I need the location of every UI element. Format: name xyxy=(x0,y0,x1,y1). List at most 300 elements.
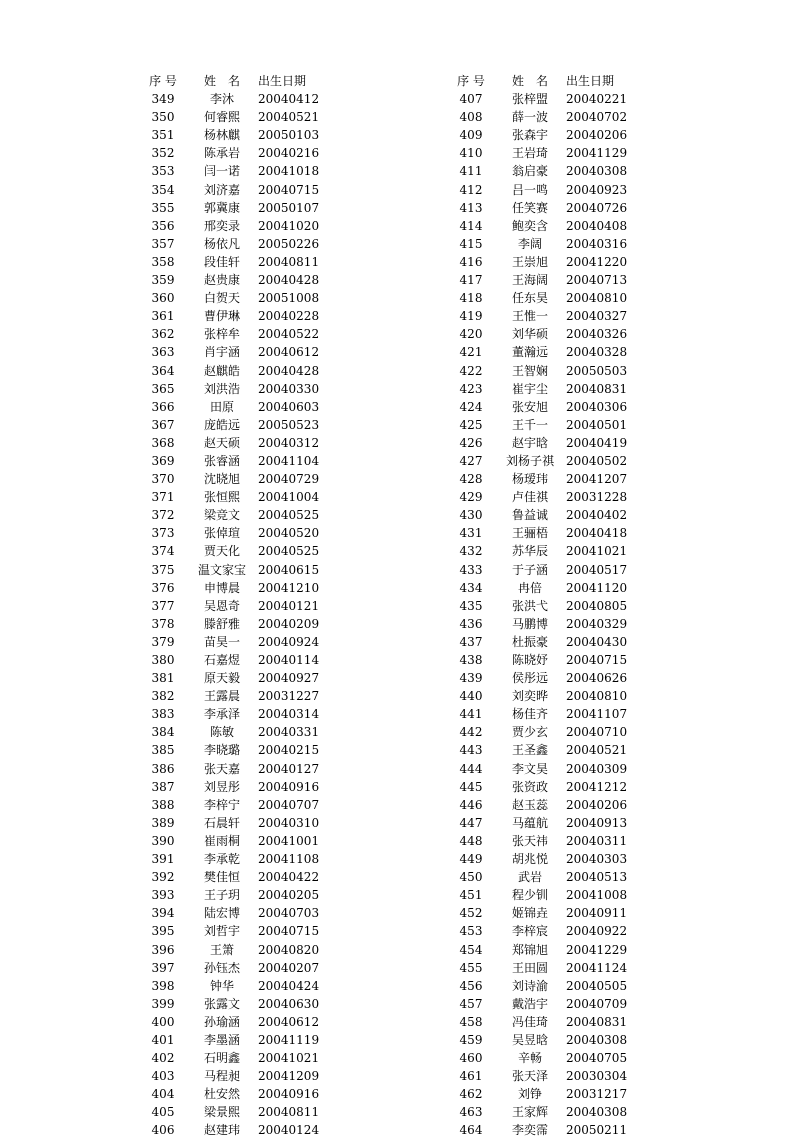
table-row xyxy=(138,271,338,289)
birthdate-cell: 20040316 xyxy=(566,236,628,251)
serial-number-cell: 402 xyxy=(151,1051,175,1066)
birthdate-cell: 20040330 xyxy=(258,381,320,396)
table-row xyxy=(446,1031,646,1049)
table-row xyxy=(138,162,338,180)
serial-number-cell: 407 xyxy=(459,92,483,107)
birthdate-cell: 20040913 xyxy=(566,815,628,830)
roster-table-left xyxy=(138,72,338,1140)
serial-number-cell: 423 xyxy=(459,381,483,396)
serial-number-cell: 463 xyxy=(459,1105,483,1120)
table-row xyxy=(446,1103,646,1121)
student-name-cell: 王崇旭 xyxy=(511,254,548,269)
student-name-cell: 马鹏博 xyxy=(511,616,548,631)
student-name-cell: 王露晨 xyxy=(203,689,240,704)
serial-number-cell: 452 xyxy=(459,906,483,921)
student-name-cell: 李阔 xyxy=(517,236,542,251)
birthdate-cell: 20040831 xyxy=(566,1014,628,1029)
student-name-cell: 刘铮 xyxy=(517,1087,542,1102)
table-row xyxy=(138,325,338,343)
table-row xyxy=(446,90,646,108)
birthdate-cell: 20040209 xyxy=(258,616,320,631)
serial-number-cell: 404 xyxy=(151,1087,175,1102)
serial-number-cell: 454 xyxy=(459,942,483,957)
serial-number-cell: 447 xyxy=(459,815,483,830)
serial-number-cell: 391 xyxy=(151,852,175,867)
serial-number-cell: 425 xyxy=(459,417,483,432)
serial-number-cell: 377 xyxy=(151,598,175,613)
serial-number-cell: 356 xyxy=(151,218,175,233)
serial-number-cell: 437 xyxy=(459,634,483,649)
table-row xyxy=(138,832,338,850)
table-row xyxy=(138,542,338,560)
table-row xyxy=(138,597,338,615)
table-row xyxy=(446,705,646,723)
student-name-cell: 赵建玮 xyxy=(203,1123,240,1138)
birthdate-cell: 20040831 xyxy=(566,381,628,396)
table-row xyxy=(446,253,646,271)
table-row xyxy=(138,380,338,398)
birthdate-cell: 20041104 xyxy=(258,453,320,468)
student-name-cell: 李墨涵 xyxy=(203,1032,240,1047)
student-name-cell: 王千一 xyxy=(511,417,548,432)
student-name-cell: 刘洪浩 xyxy=(203,381,240,396)
student-name-cell: 赵宇晗 xyxy=(511,435,548,450)
table-row xyxy=(446,741,646,759)
serial-number-cell: 349 xyxy=(151,92,175,107)
birthdate-cell: 20041120 xyxy=(566,580,628,595)
student-name-cell: 吴恩奇 xyxy=(203,598,240,613)
serial-number-cell: 388 xyxy=(151,797,175,812)
birthdate-cell: 20040312 xyxy=(258,435,320,450)
serial-number-cell: 392 xyxy=(151,870,175,885)
student-name-cell: 张梓盟 xyxy=(511,92,548,107)
table-row xyxy=(446,1013,646,1031)
student-name-cell: 李承乾 xyxy=(203,852,240,867)
birthdate-cell: 20040612 xyxy=(258,345,320,360)
serial-number-cell: 433 xyxy=(459,562,483,577)
table-row xyxy=(446,904,646,922)
birthdate-cell: 20040206 xyxy=(566,797,628,812)
table-row xyxy=(446,108,646,126)
table-row xyxy=(446,796,646,814)
student-name-cell: 贾天化 xyxy=(203,544,240,559)
student-name-cell: 杨瑷玮 xyxy=(511,472,548,487)
student-name-cell: 滕舒雅 xyxy=(203,616,240,631)
serial-number-cell: 462 xyxy=(459,1087,483,1102)
table-row xyxy=(138,796,338,814)
birthdate-cell: 20040331 xyxy=(258,725,320,740)
student-name-cell: 李承泽 xyxy=(203,707,240,722)
serial-number-cell: 352 xyxy=(151,146,175,161)
student-name-cell: 石嘉煜 xyxy=(203,653,240,667)
table-row xyxy=(138,977,338,995)
birthdate-cell: 20041119 xyxy=(258,1032,320,1047)
serial-number-cell: 444 xyxy=(459,761,483,776)
serial-number-cell: 368 xyxy=(151,435,175,450)
birthdate-cell: 20041129 xyxy=(566,146,628,161)
student-name-cell: 翁启豪 xyxy=(511,164,548,179)
student-name-cell: 赵麒皓 xyxy=(203,363,240,378)
serial-number-cell: 410 xyxy=(459,146,483,161)
student-name-cell: 崔宇尘 xyxy=(511,381,548,396)
birthdate-cell: 20040505 xyxy=(566,978,628,993)
table-row xyxy=(446,687,646,705)
birthdate-cell: 20040520 xyxy=(258,526,320,541)
serial-number-cell: 379 xyxy=(151,634,175,649)
birthdate-cell: 20040715 xyxy=(566,653,628,667)
serial-number-cell: 411 xyxy=(459,164,483,179)
serial-number-cell: 416 xyxy=(459,254,483,269)
birthdate-cell: 20040517 xyxy=(566,562,628,577)
serial-number-cell: 413 xyxy=(459,200,483,215)
birthdate-cell: 20040114 xyxy=(258,653,320,667)
student-name-cell: 刘昱彤 xyxy=(203,779,240,794)
student-name-cell: 陈敏 xyxy=(209,725,234,740)
serial-number-cell: 367 xyxy=(151,417,175,432)
birthdate-cell: 20040127 xyxy=(258,761,320,776)
column-header-no: 序 号 xyxy=(149,74,177,88)
birthdate-cell: 20041107 xyxy=(566,707,628,722)
birthdate-cell: 20040715 xyxy=(258,924,320,939)
student-name-cell: 姬锦垚 xyxy=(511,906,548,921)
student-name-cell: 张梓牟 xyxy=(203,327,240,342)
serial-number-cell: 428 xyxy=(459,472,483,487)
student-name-cell: 王圣鑫 xyxy=(511,743,548,758)
table-row xyxy=(138,181,338,199)
serial-number-cell: 354 xyxy=(151,182,175,197)
serial-number-cell: 435 xyxy=(459,598,483,613)
serial-number-cell: 449 xyxy=(459,852,483,867)
table-row xyxy=(138,778,338,796)
student-name-cell: 张安旭 xyxy=(511,399,548,414)
student-name-cell: 胡兆悦 xyxy=(511,852,548,867)
birthdate-cell: 20031217 xyxy=(566,1087,628,1102)
birthdate-cell: 20040626 xyxy=(566,671,628,686)
serial-number-cell: 383 xyxy=(151,707,175,722)
student-name-cell: 何睿熙 xyxy=(203,110,240,125)
serial-number-cell: 457 xyxy=(459,996,483,1011)
table-row xyxy=(446,289,646,307)
student-name-cell: 吕一鸣 xyxy=(511,182,548,197)
serial-number-cell: 405 xyxy=(151,1105,175,1120)
serial-number-cell: 385 xyxy=(151,743,175,758)
serial-number-cell: 417 xyxy=(459,273,483,288)
birthdate-cell: 20040215 xyxy=(258,743,320,758)
student-name-cell: 张天嘉 xyxy=(203,761,240,776)
table-row xyxy=(138,615,338,633)
serial-number-cell: 401 xyxy=(151,1032,175,1047)
student-name-cell: 赵玉蕊 xyxy=(511,797,548,812)
table-row xyxy=(446,362,646,380)
student-name-cell: 邢奕录 xyxy=(203,218,240,233)
student-name-cell: 马程昶 xyxy=(203,1069,240,1084)
birthdate-cell: 20041210 xyxy=(258,580,320,595)
birthdate-cell: 20040311 xyxy=(566,833,628,848)
student-name-cell: 白贺天 xyxy=(203,291,240,306)
serial-number-cell: 458 xyxy=(459,1014,483,1029)
serial-number-cell: 351 xyxy=(151,128,175,143)
table-row xyxy=(138,524,338,542)
student-name-cell: 冯佳琦 xyxy=(511,1014,548,1029)
student-name-cell: 闫一诺 xyxy=(203,164,240,179)
student-name-cell: 刘华硕 xyxy=(511,327,548,342)
table-row xyxy=(138,651,338,669)
serial-number-cell: 456 xyxy=(459,978,483,993)
birthdate-cell: 20041008 xyxy=(566,888,628,903)
table-row xyxy=(446,561,646,579)
serial-number-cell: 464 xyxy=(459,1123,483,1138)
student-name-cell: 张资政 xyxy=(511,779,548,794)
column-header-birthdate: 出生日期 xyxy=(566,74,615,88)
serial-number-cell: 414 xyxy=(459,218,483,233)
student-name-cell: 温文家宝 xyxy=(197,562,246,577)
table-row xyxy=(138,1049,338,1067)
birthdate-cell: 20040207 xyxy=(258,960,320,975)
student-name-cell: 段佳轩 xyxy=(203,254,240,269)
birthdate-cell: 20050103 xyxy=(258,128,320,143)
student-name-cell: 杨佳齐 xyxy=(511,707,548,722)
serial-number-cell: 438 xyxy=(459,653,483,667)
table-header xyxy=(446,72,646,90)
header-row xyxy=(446,72,646,90)
birthdate-cell: 20031227 xyxy=(258,689,320,704)
birthdate-cell: 20040615 xyxy=(258,562,320,577)
birthdate-cell: 20040713 xyxy=(566,273,628,288)
serial-number-cell: 394 xyxy=(151,906,175,921)
table-row xyxy=(138,343,338,361)
student-name-cell: 赵贵康 xyxy=(203,273,240,288)
table-row xyxy=(446,651,646,669)
student-name-cell: 郭冀康 xyxy=(203,200,240,215)
serial-number-cell: 431 xyxy=(459,526,483,541)
birthdate-cell: 20040428 xyxy=(258,273,320,288)
table-row xyxy=(446,1085,646,1103)
table-row xyxy=(446,941,646,959)
table-row xyxy=(138,108,338,126)
birthdate-cell: 20030304 xyxy=(566,1069,628,1084)
serial-number-cell: 369 xyxy=(151,453,175,468)
birthdate-cell: 20040310 xyxy=(258,815,320,830)
table-row xyxy=(138,941,338,959)
table-row xyxy=(446,615,646,633)
student-name-cell: 石晨轩 xyxy=(203,815,240,830)
table-row xyxy=(446,271,646,289)
birthdate-cell: 20041212 xyxy=(566,779,628,794)
student-name-cell: 王子玥 xyxy=(203,888,240,903)
serial-number-cell: 362 xyxy=(151,327,175,342)
serial-number-cell: 384 xyxy=(151,725,175,740)
birthdate-cell: 20040710 xyxy=(566,725,628,740)
student-name-cell: 陆宏博 xyxy=(203,906,240,921)
serial-number-cell: 418 xyxy=(459,291,483,306)
birthdate-cell: 20040924 xyxy=(258,634,320,649)
birthdate-cell: 20040121 xyxy=(258,598,320,613)
table-row xyxy=(446,832,646,850)
serial-number-cell: 380 xyxy=(151,653,175,667)
serial-number-cell: 390 xyxy=(151,833,175,848)
student-name-cell: 薛一波 xyxy=(511,110,548,125)
serial-number-cell: 420 xyxy=(459,327,483,342)
student-name-cell: 李梓宸 xyxy=(511,924,548,939)
birthdate-cell: 20040702 xyxy=(566,110,628,125)
birthdate-cell: 20040228 xyxy=(258,309,320,324)
serial-number-cell: 399 xyxy=(151,996,175,1011)
serial-number-cell: 365 xyxy=(151,381,175,396)
serial-number-cell: 436 xyxy=(459,616,483,631)
student-name-cell: 杜振豪 xyxy=(511,634,548,649)
birthdate-cell: 20040428 xyxy=(258,363,320,378)
birthdate-cell: 20040314 xyxy=(258,707,320,722)
student-name-cell: 肖宇涵 xyxy=(203,345,240,360)
table-row xyxy=(446,162,646,180)
serial-number-cell: 445 xyxy=(459,779,483,794)
serial-number-cell: 361 xyxy=(151,309,175,324)
column-header-name: 姓 名 xyxy=(203,74,240,88)
table-row xyxy=(446,1067,646,1085)
birthdate-cell: 20051008 xyxy=(258,291,320,306)
serial-number-cell: 429 xyxy=(459,490,483,505)
birthdate-cell: 20040709 xyxy=(566,996,628,1011)
student-name-cell: 鲁益诚 xyxy=(511,508,548,523)
table-row xyxy=(138,904,338,922)
serial-number-cell: 453 xyxy=(459,924,483,939)
table-row xyxy=(138,470,338,488)
table-header xyxy=(138,72,338,90)
birthdate-cell: 20041220 xyxy=(566,254,628,269)
table-row xyxy=(138,959,338,977)
table-row xyxy=(446,343,646,361)
birthdate-cell: 20041021 xyxy=(566,544,628,559)
table-row xyxy=(446,814,646,832)
table-row xyxy=(138,217,338,235)
student-name-cell: 沈晓旭 xyxy=(203,472,240,487)
serial-number-cell: 363 xyxy=(151,345,175,360)
serial-number-cell: 432 xyxy=(459,544,483,559)
birthdate-cell: 20040419 xyxy=(566,435,628,450)
student-name-cell: 冉倍 xyxy=(517,580,542,595)
serial-number-cell: 355 xyxy=(151,200,175,215)
birthdate-cell: 20041108 xyxy=(258,852,320,867)
birthdate-cell: 20040923 xyxy=(566,182,628,197)
serial-number-cell: 441 xyxy=(459,707,483,722)
student-name-cell: 李晓璐 xyxy=(203,743,240,758)
student-name-cell: 张睿涵 xyxy=(203,453,240,468)
birthdate-cell: 20040715 xyxy=(258,182,320,197)
table-row xyxy=(138,235,338,253)
serial-number-cell: 350 xyxy=(151,110,175,125)
student-name-cell: 庞皓远 xyxy=(203,417,240,432)
birthdate-cell: 20050503 xyxy=(566,363,628,378)
birthdate-cell: 20040501 xyxy=(566,417,628,432)
student-name-cell: 赵天硕 xyxy=(203,435,240,450)
student-name-cell: 杨林麒 xyxy=(203,128,240,143)
birthdate-cell: 20040430 xyxy=(566,634,628,649)
student-name-cell: 原天毅 xyxy=(203,671,240,686)
birthdate-cell: 20040705 xyxy=(566,1051,628,1066)
birthdate-cell: 20050523 xyxy=(258,417,320,432)
table-row xyxy=(138,362,338,380)
table-row xyxy=(446,995,646,1013)
serial-number-cell: 409 xyxy=(459,128,483,143)
birthdate-cell: 20040521 xyxy=(566,743,628,758)
student-name-cell: 马蕴航 xyxy=(511,815,548,830)
birthdate-cell: 20040703 xyxy=(258,906,320,921)
student-name-cell: 鲍奕含 xyxy=(511,218,548,233)
table-row xyxy=(138,126,338,144)
serial-number-cell: 393 xyxy=(151,888,175,903)
serial-number-cell: 360 xyxy=(151,291,175,306)
table-row xyxy=(446,922,646,940)
birthdate-cell: 20041209 xyxy=(258,1069,320,1084)
serial-number-cell: 366 xyxy=(151,399,175,414)
student-name-cell: 陈承岩 xyxy=(203,146,240,161)
birthdate-cell: 20040326 xyxy=(566,327,628,342)
birthdate-cell: 20040418 xyxy=(566,526,628,541)
serial-number-cell: 398 xyxy=(151,978,175,993)
student-name-cell: 王田圆 xyxy=(511,960,548,975)
table-row xyxy=(446,1049,646,1067)
table-row xyxy=(446,235,646,253)
student-name-cell: 王智娴 xyxy=(511,363,548,378)
table-row xyxy=(446,144,646,162)
birthdate-cell: 20041229 xyxy=(566,942,628,957)
birthdate-cell: 20040726 xyxy=(566,200,628,215)
table-row xyxy=(138,1067,338,1085)
table-row xyxy=(446,1121,646,1139)
serial-number-cell: 378 xyxy=(151,616,175,631)
birthdate-cell: 20041124 xyxy=(566,960,628,975)
birthdate-cell: 20041018 xyxy=(258,164,320,179)
birthdate-cell: 20040216 xyxy=(258,146,320,161)
birthdate-cell: 20040922 xyxy=(566,924,628,939)
birthdate-cell: 20040329 xyxy=(566,616,628,631)
birthdate-cell: 20040513 xyxy=(566,870,628,885)
student-name-cell: 吴昱晗 xyxy=(511,1032,548,1047)
serial-number-cell: 364 xyxy=(151,363,175,378)
table-row xyxy=(138,506,338,524)
table-row xyxy=(138,434,338,452)
serial-number-cell: 395 xyxy=(151,924,175,939)
student-name-cell: 李文昊 xyxy=(511,761,548,776)
birthdate-cell: 20040916 xyxy=(258,779,320,794)
birthdate-cell: 20040810 xyxy=(566,291,628,306)
serial-number-cell: 451 xyxy=(459,888,483,903)
serial-number-cell: 419 xyxy=(459,309,483,324)
student-name-cell: 孙钰杰 xyxy=(203,960,240,975)
table-row xyxy=(138,741,338,759)
birthdate-cell: 20041021 xyxy=(258,1051,320,1066)
table-row xyxy=(138,579,338,597)
birthdate-cell: 20040820 xyxy=(258,942,320,957)
birthdate-cell: 20040327 xyxy=(566,309,628,324)
table-body xyxy=(446,90,646,1139)
student-name-cell: 钟华 xyxy=(209,978,234,993)
student-name-cell: 梁景熙 xyxy=(203,1105,240,1120)
serial-number-cell: 357 xyxy=(151,236,175,251)
table-row xyxy=(446,760,646,778)
table-row xyxy=(446,723,646,741)
student-name-cell: 樊佳恒 xyxy=(203,870,240,885)
student-name-cell: 刘济嘉 xyxy=(203,182,240,197)
student-name-cell: 李沐 xyxy=(209,92,234,107)
birthdate-cell: 20040303 xyxy=(566,852,628,867)
header-row xyxy=(138,72,338,90)
serial-number-cell: 424 xyxy=(459,399,483,414)
student-name-cell: 田原 xyxy=(209,399,234,414)
birthdate-cell: 20040911 xyxy=(566,906,628,921)
student-name-cell: 刘杨子祺 xyxy=(505,453,554,468)
student-name-cell: 郑锦旭 xyxy=(511,942,548,957)
